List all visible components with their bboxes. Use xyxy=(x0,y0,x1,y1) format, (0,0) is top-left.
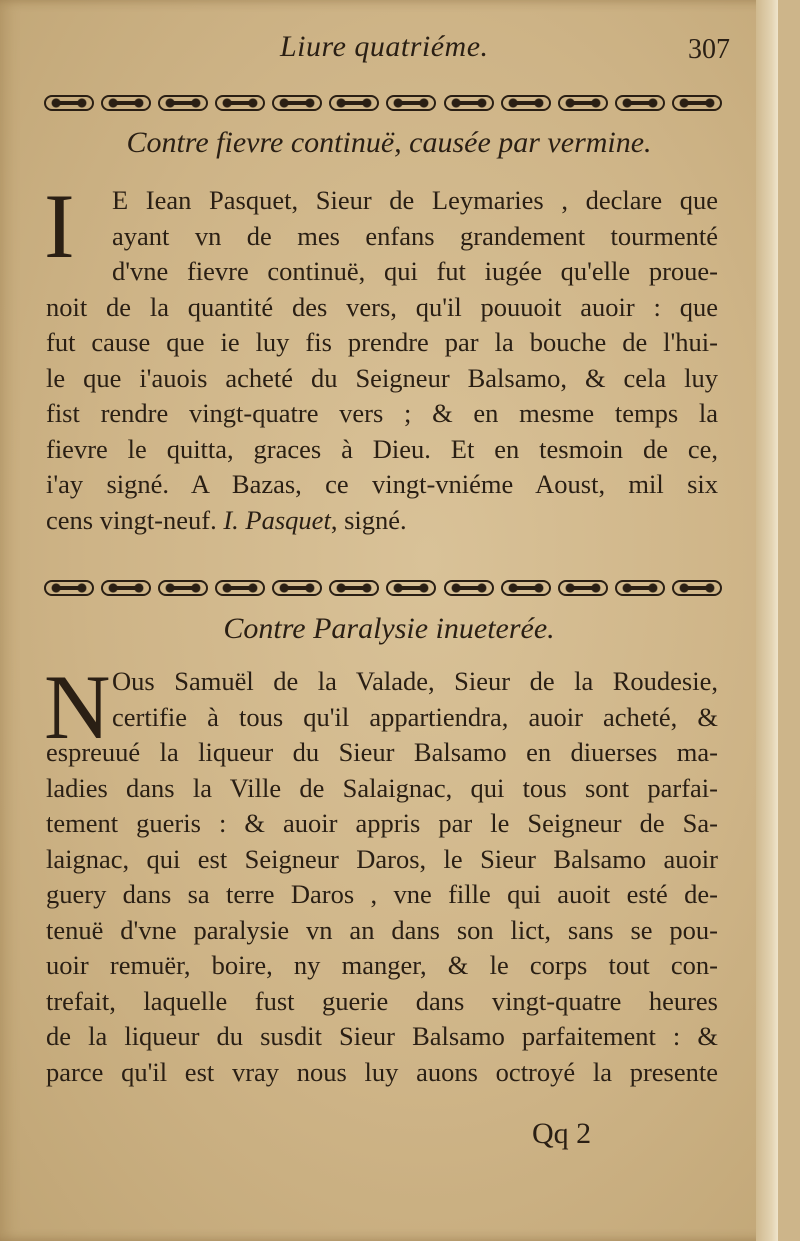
drop-cap-N: N xyxy=(44,656,111,758)
text-line: noit de la quantité des vers, qu'il pouuoit auoir : que xyxy=(46,291,718,322)
text-line: E Iean Pasquet, Sieur de Leymaries , declare que xyxy=(112,185,718,215)
section-title-paralysis: Contre Paralysie inueterée. xyxy=(223,612,555,645)
text-line: espreuué la liqueur du Sieur Balsamo en diuerses ma- xyxy=(46,737,718,767)
signed-text: , signé. xyxy=(330,504,407,535)
text-line: parce qu'il est vray nous luy auons octroyé la presente xyxy=(46,1056,718,1087)
testimony-valade xyxy=(46,664,718,1090)
text-line: le que i'auois acheté du Seigneur Balsamo, & cela luy xyxy=(46,362,718,393)
text-line: fievre le quitta, graces à Dieu. Et en tesmoin de ce, xyxy=(46,433,718,464)
text-line: guery dans sa terre Daros , vne fille qui auoit esté de- xyxy=(46,879,718,909)
text-line: i'ay signé. A Bazas, ce vingt-vniéme Aoust, mil six xyxy=(46,469,718,499)
page-header xyxy=(40,30,730,74)
text-line-last xyxy=(46,503,718,539)
running-title: Liure quatriéme. xyxy=(280,30,489,63)
text-line: uoir remuër, boire, ny manger, & le corps tout con- xyxy=(46,950,718,980)
testimony-pasquet xyxy=(46,183,718,538)
signature-name: I. Pasquet xyxy=(223,504,331,535)
ornament-band-top xyxy=(44,92,722,114)
text-line: certifie à tous qu'il appartiendra, auoir acheté, & xyxy=(112,701,718,732)
text-line: Ous Samuël de la Valade, Sieur de la Roudesie, xyxy=(112,666,718,696)
text-line: laignac, qui est Seigneur Daros, le Sieur Balsamo auoir xyxy=(46,843,718,874)
text-line: trefait, laquelle fust guerie dans vingt-quatre heures xyxy=(46,985,718,1016)
text-line: de la liqueur du susdit Sieur Balsamo parfaitement : & xyxy=(46,1021,718,1051)
text-line: fist rendre vingt-quatre vers ; & en mesme temps la xyxy=(46,398,718,428)
text-line: fut cause que ie luy fis prendre par la bouche de l'hui- xyxy=(46,327,718,357)
text-line: tenuë d'vne paralysie vn an dans son lict, sans se pou- xyxy=(46,914,718,945)
date-text: cens vingt-neuf. xyxy=(46,504,217,535)
drop-cap-I: I xyxy=(44,175,75,277)
text-line: tement gueris : & auoir appris par le Seigneur de Sa- xyxy=(46,808,718,838)
text-line: d'vne fievre continuë, qui fut iugée qu'elle proue- xyxy=(112,256,718,286)
text-line: ayant vn de mes enfans grandement tourmenté xyxy=(112,220,718,251)
text-line: ladies dans la Ville de Salaignac, qui tous sont parfai- xyxy=(46,772,718,803)
section-title-fever: Contre fievre continuë, causée par vermine. xyxy=(126,126,652,159)
page-number: 307 xyxy=(688,34,730,65)
ornament-band-middle xyxy=(44,577,722,599)
signature-mark: Qq 2 xyxy=(532,1117,592,1150)
